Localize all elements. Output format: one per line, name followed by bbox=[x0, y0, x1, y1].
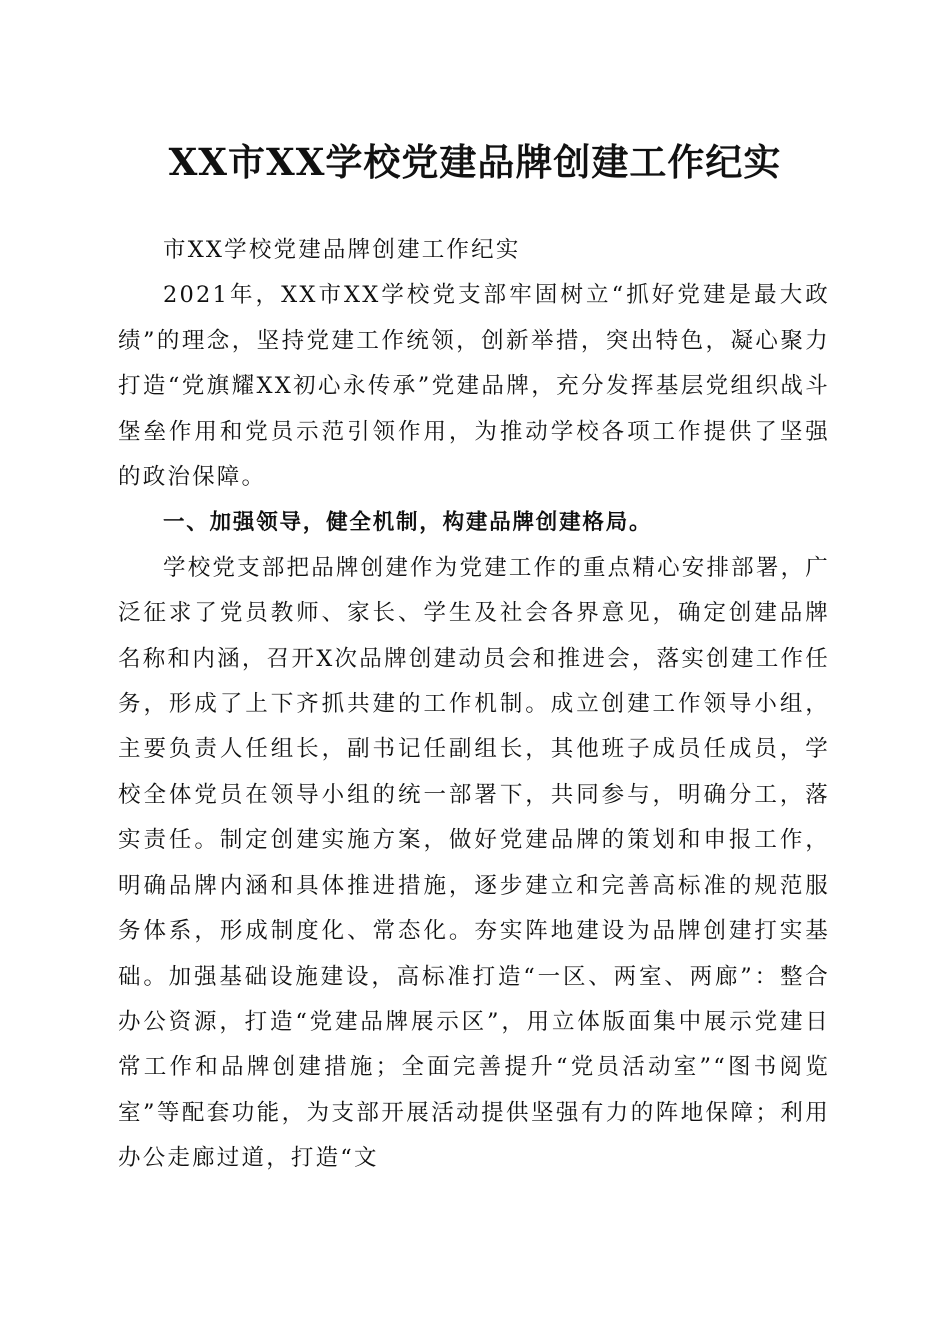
section-heading: 一、加强领导，健全机制，构建品牌创建格局。 bbox=[163, 510, 653, 536]
intro-paragraph: 2021年，XX市XX学校党支部牢固树立“抓好党建是最大政绩”的理念，坚持党建工作统领，创新举措，突出特色，凝心聚力打造“党旗耀XX初心永传承”党建品牌，充分发挥基层党组织战斗堡垒作用和党员示范引领作用，为推动学校各项工作提供了坚强的政治保障。 bbox=[118, 282, 830, 491]
document-title: XX市XX学校党建品牌创建工作纪实 bbox=[168, 140, 782, 184]
subtitle-paragraph: 市XX学校党建品牌创建工作纪实 bbox=[163, 237, 521, 263]
document-body bbox=[118, 228, 830, 1182]
section-body-paragraph: 学校党支部把品牌创建作为党建工作的重点精心安排部署，广泛征求了党员教师、家长、学生及社会各界意见，确定创建品牌名称和内涵，召开X次品牌创建动员会和推进会，落实创建工作任务，形成了上下齐抓共建的工作机制。成立创建工作领导小组，主要负责人任组长，副书记任副组长，其他班子成员任成员，学校全体党员在领导小组的统一部署下，共同参与，明确分工，落实责任。制定创建实施方案，做好党建品牌的策划和申报工作，明确品牌内涵和具体推进措施，逐步建立和完善高标准的规范服务体系，形成制度化、常态化。夯实阵地建设为品牌创建打实基础。加强基础设施建设，高标准打造“一区、两室、两廊”：整合办公资源，打造“党建品牌展示区”，用立体版面集中展示党建日常工作和品牌创建措施；全面完善提升“党员活动室”“图书阅览室”等配套功能，为支部开展活动提供坚强有力的阵地保障；利用办公走廊过道，打造“文 bbox=[118, 554, 830, 1172]
